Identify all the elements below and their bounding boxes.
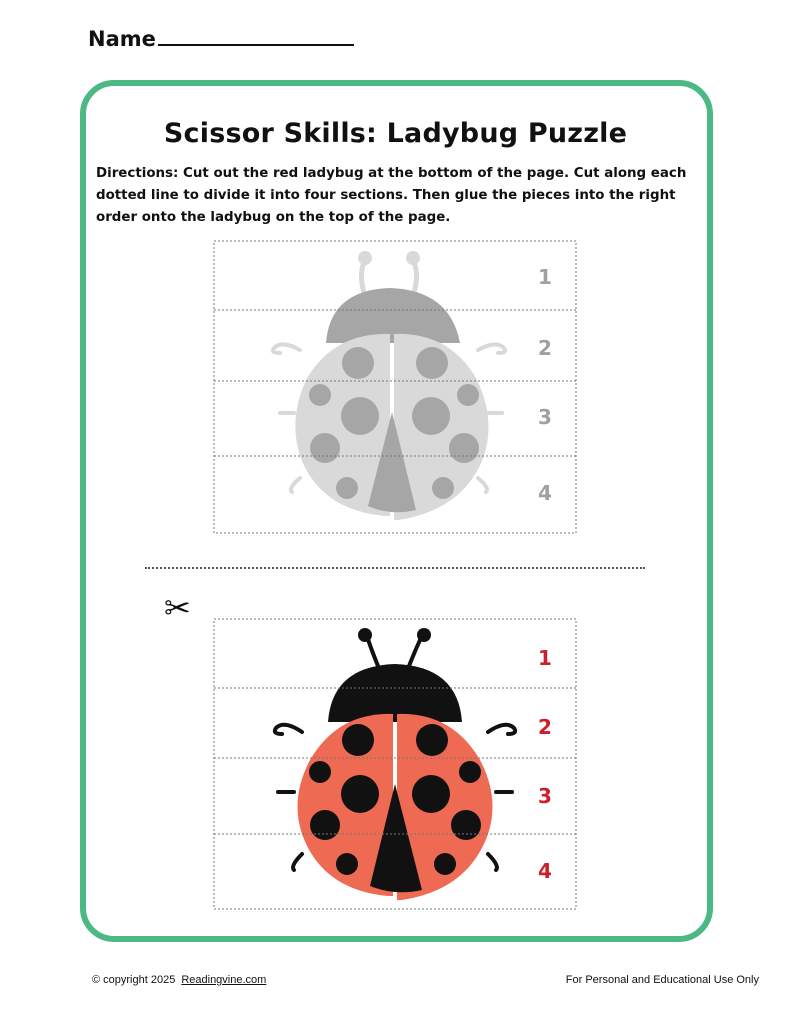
top-piece-number-2: 2 bbox=[538, 336, 552, 360]
red-ladybug-image bbox=[275, 628, 515, 900]
directions-text bbox=[96, 163, 701, 229]
footer-copyright bbox=[92, 974, 266, 986]
copyright-text: © copyright 2025 bbox=[92, 974, 176, 986]
readingvine-link[interactable]: Readingvine.com bbox=[181, 974, 267, 986]
name-label: Name bbox=[88, 27, 156, 51]
top-piece-number-1: 1 bbox=[538, 265, 552, 289]
name-blank-line[interactable] bbox=[158, 26, 354, 46]
bottom-piece-number-3: 3 bbox=[538, 784, 552, 808]
bottom-ladybug-puzzle bbox=[210, 614, 580, 912]
bottom-piece-number-2: 2 bbox=[538, 715, 552, 739]
scissors-icon: ✂ bbox=[164, 589, 191, 627]
cut-here-dotted-line bbox=[145, 567, 645, 569]
top-ladybug-puzzle bbox=[210, 238, 580, 536]
footer-usage-note: For Personal and Educational Use Only bbox=[565, 974, 759, 986]
directions-body: Cut out the red ladybug at the bottom of the page. Cut along each dotted line to divide it into four sections. Then glue the pieces into the right order onto the ladybug on the top of the page. bbox=[96, 166, 687, 225]
gray-ladybug-image bbox=[273, 251, 505, 520]
name-field[interactable] bbox=[88, 26, 354, 51]
bottom-piece-number-4: 4 bbox=[538, 859, 552, 883]
worksheet-title: Scissor Skills: Ladybug Puzzle bbox=[163, 118, 628, 149]
directions-label: Directions: bbox=[96, 166, 179, 181]
top-piece-number-3: 3 bbox=[538, 405, 552, 429]
top-piece-number-4: 4 bbox=[538, 481, 552, 505]
bottom-piece-number-1: 1 bbox=[538, 646, 552, 670]
